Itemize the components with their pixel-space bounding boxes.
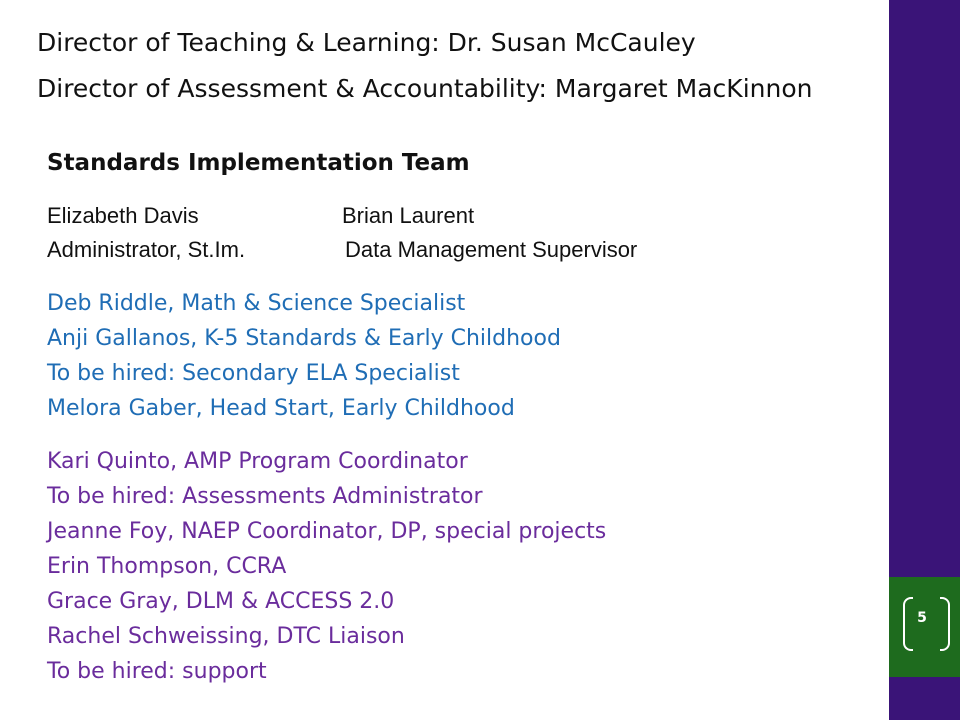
list-item: To be hired: support — [47, 659, 267, 684]
list-item: Jeanne Foy, NAEP Coordinator, DP, special projects — [47, 519, 607, 544]
leads-role-row — [47, 237, 638, 263]
list-item: Melora Gaber, Head Start, Early Childhood — [47, 396, 515, 421]
list-item: Grace Gray, DLM & ACCESS 2.0 — [47, 589, 395, 614]
lead-right-role: Data Management Supervisor — [345, 237, 638, 262]
leads-name-row — [47, 203, 475, 229]
lead-left-name: Elizabeth Davis — [47, 203, 199, 228]
lead-right-name: Brian Laurent — [342, 203, 475, 228]
lead-left-role: Administrator, St.Im. — [47, 237, 246, 262]
list-item: Anji Gallanos, K-5 Standards & Early Childhood — [47, 326, 561, 351]
team-heading: Standards Implementation Team — [47, 150, 470, 176]
list-item: Rachel Schweissing, DTC Liaison — [47, 624, 405, 649]
assessment-staff-list — [47, 444, 606, 689]
list-item: To be hired: Assessments Administrator — [47, 484, 483, 509]
slide-number: 5 — [917, 610, 927, 626]
director-assessment-accountability: Director of Assessment & Accountability: Margaret MacKinnon — [37, 74, 813, 103]
right-bracket-icon — [940, 597, 950, 651]
list-item: Erin Thompson, CCRA — [47, 554, 287, 579]
list-item: Deb Riddle, Math & Science Specialist — [47, 291, 466, 316]
specialists-list — [47, 286, 561, 426]
list-item: Kari Quinto, AMP Program Coordinator — [47, 449, 468, 474]
director-teaching-learning: Director of Teaching & Learning: Dr. Susan McCauley — [37, 28, 696, 57]
list-item: To be hired: Secondary ELA Specialist — [47, 361, 460, 386]
slide-number-tab — [889, 577, 960, 677]
